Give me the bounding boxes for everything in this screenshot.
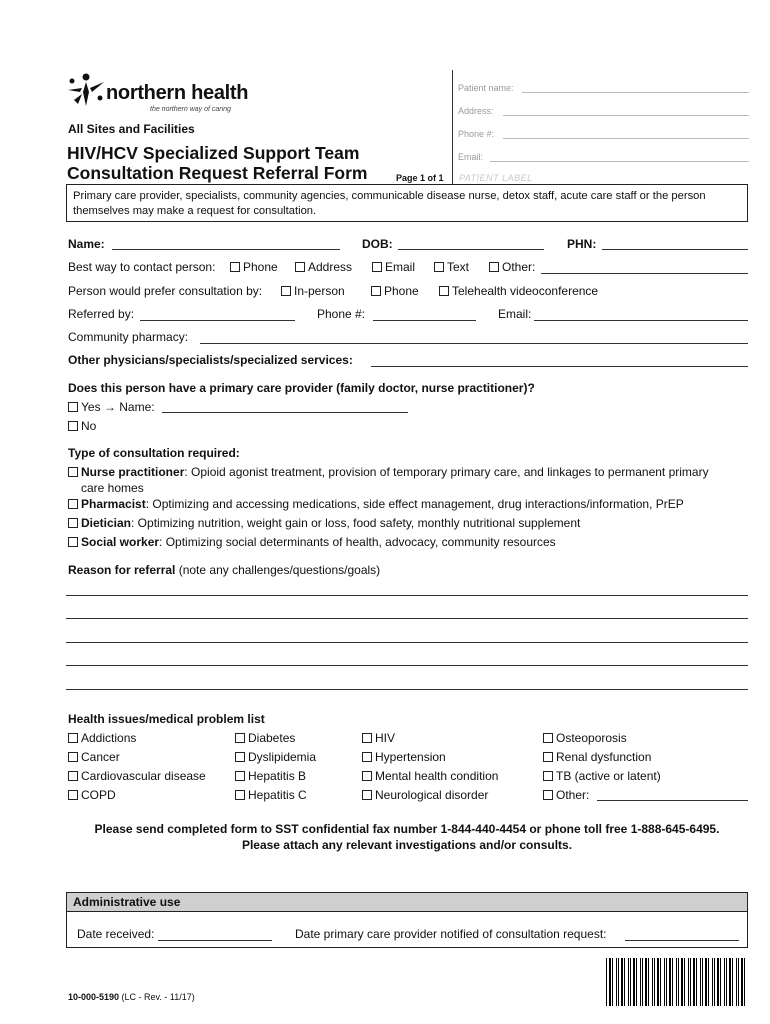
social-worker-desc: : Optimizing social determinants of health, advocacy, community resources: [159, 535, 556, 549]
renal-checkbox[interactable]: [543, 752, 553, 762]
social-worker-title: Social worker: [81, 535, 160, 549]
dietician-title: Dietician: [81, 516, 132, 530]
cardiovascular-checkbox[interactable]: [68, 771, 78, 781]
contact-text-checkbox[interactable]: [434, 262, 444, 272]
dyslipidemia-checkbox[interactable]: [235, 752, 245, 762]
admin-heading-bar: [67, 893, 747, 912]
patient-label-text: PATIENT LABEL: [459, 173, 533, 183]
intro-text: Primary care provider, specialists, community agencies, communicable disease nurse, detox staff, acute care staff or the person themselves may make a request for consultation.: [73, 190, 706, 217]
date-notified-input[interactable]: [625, 940, 739, 941]
addictions-label: Addictions: [81, 731, 137, 745]
reason-note: (note any challenges/questions/goals): [175, 563, 381, 577]
other-physicians-input[interactable]: [371, 366, 748, 367]
send-instructions-1: Please send completed form to SST confidential fax number 1-844-440-4454 or phone toll free 1-888-645-6495.: [94, 822, 720, 836]
consult-phone-label: Phone: [384, 284, 419, 298]
referrer-email-input[interactable]: [534, 320, 748, 321]
admin-box: [66, 892, 748, 948]
referred-by-input[interactable]: [140, 320, 295, 321]
mental-health-label: Mental health condition: [375, 769, 499, 783]
primary-care-yes-label: Yes → Name:: [81, 400, 155, 414]
pharmacy-input[interactable]: [200, 343, 748, 344]
pharmacist-checkbox[interactable]: [68, 499, 78, 509]
dob-input[interactable]: [398, 249, 544, 250]
consult-inperson-checkbox[interactable]: [281, 286, 291, 296]
reason-line-3[interactable]: [66, 642, 748, 643]
hepatitis-c-checkbox[interactable]: [235, 790, 245, 800]
contact-other-label: Other:: [502, 260, 536, 274]
send-instructions-2: Please attach any relevant investigations and/or consults.: [241, 838, 573, 852]
brand-name: northern health: [106, 82, 249, 104]
hiv-checkbox[interactable]: [362, 733, 372, 743]
dietician-desc: : Optimizing nutrition, weight gain or loss, food safety, monthly nutritional supplement: [131, 516, 581, 530]
health-other-input[interactable]: [597, 800, 748, 801]
date-received-label: Date received:: [77, 927, 155, 941]
referrer-phone-input[interactable]: [373, 320, 476, 321]
osteoporosis-label: Osteoporosis: [556, 731, 627, 745]
cancer-checkbox[interactable]: [68, 752, 78, 762]
primary-care-no-checkbox[interactable]: [68, 421, 78, 431]
neurological-label: Neurological disorder: [375, 788, 489, 802]
dob-label: DOB:: [362, 237, 393, 251]
consult-phone-checkbox[interactable]: [371, 286, 381, 296]
tb-checkbox[interactable]: [543, 771, 553, 781]
hiv-label: HIV: [375, 731, 396, 745]
social-worker-checkbox[interactable]: [68, 537, 78, 547]
nurse-practitioner-desc-cont: care homes: [81, 481, 144, 495]
renal-label: Renal dysfunction: [556, 750, 652, 764]
consult-telehealth-label: Telehealth videoconference: [452, 284, 599, 298]
consult-inperson-label: In-person: [294, 284, 345, 298]
pharmacist-desc: : Optimizing and accessing medications, side effect management, drug interactions/information, PrEP: [145, 497, 684, 511]
sites-label: All Sites and Facilities: [68, 122, 195, 136]
nurse-practitioner-title: Nurse practitioner: [81, 465, 185, 479]
contact-label: Best way to contact person:: [68, 260, 216, 274]
form-title-line2: Consultation Request Referral Form: [67, 163, 368, 183]
nurse-practitioner-checkbox[interactable]: [68, 467, 78, 477]
contact-phone-label: Phone: [243, 260, 278, 274]
email-label-field[interactable]: Email:: [458, 149, 749, 163]
tb-label: TB (active or latent): [556, 769, 661, 783]
referred-by-label: Referred by:: [68, 307, 135, 321]
admin-heading: Administrative use: [73, 895, 181, 909]
health-other-checkbox[interactable]: [543, 790, 553, 800]
reason-line-1[interactable]: [66, 595, 748, 596]
phone-field[interactable]: Phone #:: [458, 126, 749, 140]
referrer-email-label: Email:: [498, 307, 532, 321]
form-revision: (LC - Rev. - 11/17): [119, 992, 195, 1002]
date-received-input[interactable]: [158, 940, 272, 941]
health-issues-heading: Health issues/medical problem list: [68, 712, 265, 726]
name-label: Name:: [68, 237, 105, 251]
dyslipidemia-label: Dyslipidemia: [248, 750, 317, 764]
contact-address-label: Address: [308, 260, 353, 274]
northern-health-logo: [66, 70, 266, 116]
reason-line-2[interactable]: [66, 618, 748, 619]
pharmacy-label: Community pharmacy:: [68, 330, 189, 344]
consult-type-heading: Type of consultation required:: [68, 446, 240, 460]
contact-text-label: Text: [447, 260, 470, 274]
neurological-checkbox[interactable]: [362, 790, 372, 800]
cardiovascular-label: Cardiovascular disease: [81, 769, 206, 783]
patient-name-field[interactable]: Patient name:: [458, 80, 749, 94]
dietician-checkbox[interactable]: [68, 518, 78, 528]
form-title-line1: HIV/HCV Specialized Support Team: [67, 143, 360, 163]
patient-label-box: [452, 70, 748, 185]
primary-care-question: Does this person have a primary care provider (family doctor, nurse practitioner)?: [68, 381, 535, 395]
hepatitis-c-label: Hepatitis C: [248, 788, 307, 802]
copd-label: COPD: [81, 788, 116, 802]
primary-care-name-input[interactable]: [162, 412, 408, 413]
primary-care-yes-checkbox[interactable]: [68, 402, 78, 412]
reason-line-4[interactable]: [66, 665, 748, 666]
nurse-practitioner-desc: : Opioid agonist treatment, provision of temporary primary care, and linkages to permanent primary: [184, 465, 709, 479]
page-indicator: Page 1 of 1: [396, 173, 444, 183]
diabetes-checkbox[interactable]: [235, 733, 245, 743]
name-input[interactable]: [112, 249, 340, 250]
health-other-label: Other:: [556, 788, 590, 802]
contact-email-checkbox[interactable]: [372, 262, 382, 272]
consult-telehealth-checkbox[interactable]: [439, 286, 449, 296]
contact-phone-checkbox[interactable]: [230, 262, 240, 272]
phn-label: PHN:: [567, 237, 597, 251]
pharmacist-title: Pharmacist: [81, 497, 146, 511]
hypertension-checkbox[interactable]: [362, 752, 372, 762]
hepatitis-b-label: Hepatitis B: [248, 769, 307, 783]
contact-other-input[interactable]: [541, 273, 748, 274]
primary-care-no-label: No: [81, 419, 97, 433]
contact-address-checkbox[interactable]: [295, 262, 305, 272]
barcode: [606, 958, 748, 1006]
intro-box: [66, 184, 748, 222]
brand-tagline: the northern way of caring: [150, 106, 231, 113]
osteoporosis-checkbox[interactable]: [543, 733, 553, 743]
copd-checkbox[interactable]: [68, 790, 78, 800]
reason-line-5[interactable]: [66, 689, 748, 690]
reason-title: Reason for referral: [68, 563, 176, 577]
hypertension-label: Hypertension: [375, 750, 446, 764]
contact-other-checkbox[interactable]: [489, 262, 499, 272]
date-notified-label: Date primary care provider notified of consultation request:: [295, 927, 607, 941]
phn-input[interactable]: [602, 249, 748, 250]
hepatitis-b-checkbox[interactable]: [235, 771, 245, 781]
consult-pref-label: Person would prefer consultation by:: [68, 284, 263, 298]
cancer-label: Cancer: [81, 750, 120, 764]
addictions-checkbox[interactable]: [68, 733, 78, 743]
other-physicians-label: Other physicians/specialists/specialized services:: [68, 353, 353, 367]
form-code: 10-000-5190: [68, 992, 120, 1002]
mental-health-checkbox[interactable]: [362, 771, 372, 781]
figure-logo-icon: [66, 70, 106, 110]
contact-email-label: Email: [385, 260, 416, 274]
address-field[interactable]: Address:: [458, 103, 749, 117]
diabetes-label: Diabetes: [248, 731, 296, 745]
referrer-phone-label: Phone #:: [317, 307, 366, 321]
